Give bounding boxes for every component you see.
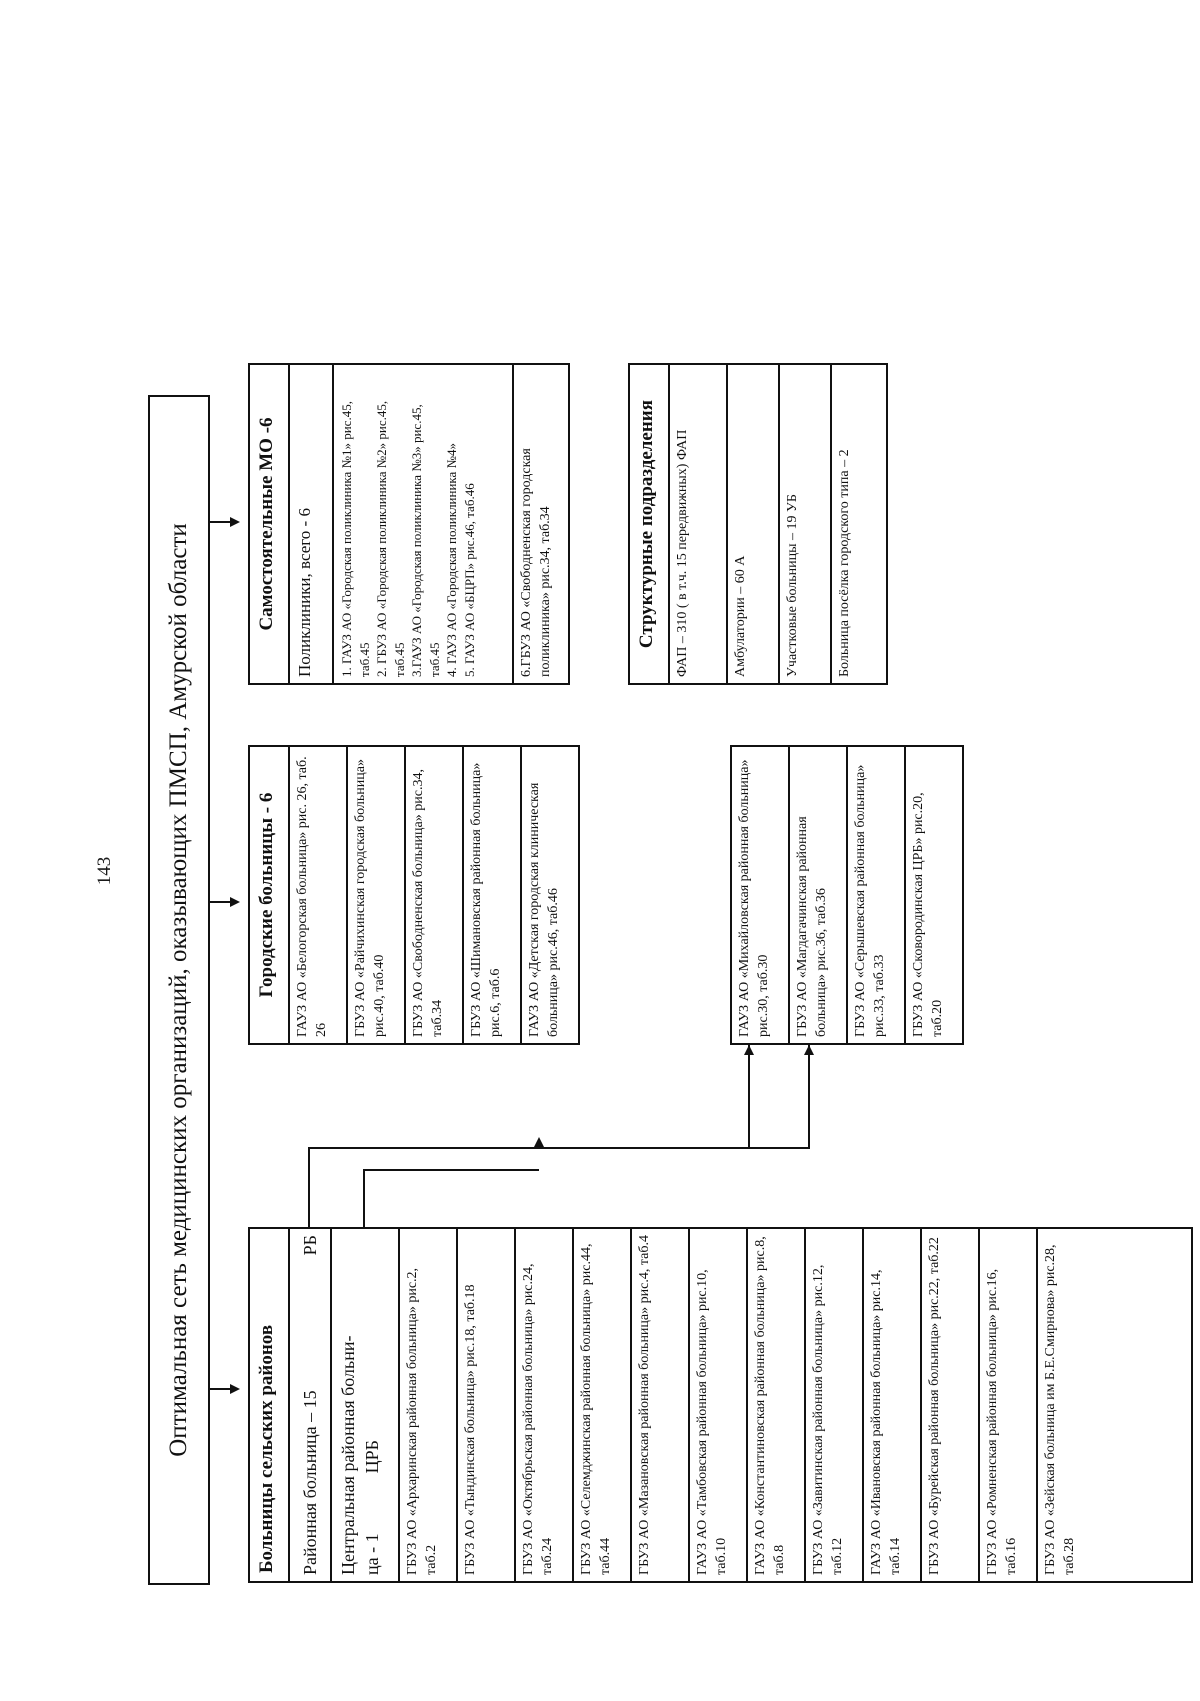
central-hospital-abbr: ЦРБ [362, 1440, 383, 1474]
crb-item: ГАУЗ АО «Михайловская районная больница» рис.30, таб.30 [732, 747, 790, 1043]
rural-item: ГБУЗ АО «Архаринская районная больница» рис.2, таб.2 [400, 1229, 458, 1581]
rural-item: ГБУЗ АО «Мазановская районная больница» рис.4, таб.4 [632, 1229, 690, 1581]
structural-item: Участковые больницы – 19 УБ [780, 365, 832, 683]
district-hospital-label: Районная больница – 15 [299, 1390, 320, 1575]
polyclinic-item-6: 6.ГБУЗ АО «Свободненская городская поликлиника» рис.34, таб.34 [519, 448, 553, 677]
connector-central-vertical [363, 1169, 539, 1171]
city-item: ГАУЗ АО «Белогорская больница» рис. 26, таб. 26 [290, 747, 348, 1043]
polyclinic-item: 2. ГБУЗ АО «Городская поликлиника №2» рис.45, таб.45 [374, 400, 407, 677]
arrowhead-crb-1 [534, 1137, 544, 1147]
page-number: 143 [94, 856, 115, 886]
rural-item: ГБУЗ АО «Октябрьская районная больница» рис.24, таб.24 [516, 1229, 574, 1581]
rural-item: ГАУЗ АО «Тамбовская районная больница» рис.10, таб.10 [690, 1229, 748, 1581]
arrowhead-crb-h2 [804, 1045, 814, 1055]
diagram-title: Оптимальная сеть медицинских организаций, оказывающих ПМСП, Амурской области [148, 395, 210, 1585]
arrow-independent [210, 521, 232, 523]
connector-crb-h1 [748, 1045, 750, 1149]
arrowhead-city [230, 897, 240, 907]
city-hospitals-column [248, 745, 580, 1045]
polyclinics-list [334, 365, 514, 683]
arrowhead-independent [230, 517, 240, 527]
rural-item: ГБУЗ АО «Зейская больница им Б.Е.Смирнова» рис.28, таб.28 [1043, 1244, 1077, 1575]
rural-item: ГБУЗ АО «Бурейская районная больница» рис.22, таб.22 [922, 1229, 980, 1581]
central-hospital-line1: Центральная районная больни- [338, 1335, 358, 1575]
structural-header: Структурные подразделения [630, 365, 670, 683]
connector-crb-feed [508, 1147, 808, 1149]
rural-item: ГБУЗ АО «Тындинская больница» рис.18, таб.18 [458, 1229, 516, 1581]
arrowhead-crb-h1 [744, 1045, 754, 1055]
rural-header: Больницы сельских районов [250, 1229, 290, 1581]
crb-item: ГБУЗ АО «Сковородинская ЦРБ» рис.20, таб.20 [911, 792, 945, 1037]
structural-units-column [628, 363, 888, 685]
rural-item: ГАУЗ АО «Константиновская районная больница» рис.8, таб.8 [748, 1229, 806, 1581]
city-item: ГБУЗ АО «Шимановская районная больница» рис.6, таб.6 [464, 747, 522, 1043]
polyclinic-item: 5. ГАУЗ АО «БЦРП» рис.46, таб.46 [461, 483, 477, 677]
connector-central [363, 1169, 365, 1227]
city-item: ГБУЗ АО «Свободненская больница» рис.34, таб.34 [406, 747, 464, 1043]
crb-item: ГБУЗ АО «Магдагачинская районная больница» рис.36, таб.36 [790, 747, 848, 1043]
independent-mo-column [248, 363, 570, 685]
structural-item: Больница посёлка городского типа – 2 [837, 449, 852, 677]
rural-list [400, 1229, 1096, 1581]
crb-column [730, 745, 964, 1045]
diagram-canvas [148, 355, 1108, 1585]
connector-crb-h2 [808, 1045, 810, 1149]
rural-item: ГБУЗ АО «Ромненская районная больница» рис.16, таб.16 [980, 1229, 1038, 1581]
city-header: Городские больницы - 6 [250, 747, 290, 1043]
city-item: ГАУЗ АО «Детская городская клиническая больница» рис.46, таб.46 [527, 782, 561, 1037]
polyclinics-subheader: Поликлиники, всего - 6 [290, 365, 334, 683]
crb-item: ГБУЗ АО «Серышевская районная больница» рис.33, таб.33 [848, 747, 906, 1043]
rural-item: ГБУЗ АО «Селемджинская районная больница» рис.44, таб.44 [574, 1229, 632, 1581]
structural-item: ФАП – 310 ( в т.ч. 15 передвижных) ФАП [670, 365, 728, 683]
city-item: ГБУЗ АО «Райчихинская городская больница» рис.40, таб.40 [348, 747, 406, 1043]
polyclinic-item: 4. ГАУЗ АО «Городская поликлиника №4» [444, 443, 460, 677]
rural-hospitals-column [248, 1227, 1193, 1583]
arrowhead-rural [230, 1384, 240, 1394]
polyclinic-item: 1. ГАУЗ АО «Городская поликлиника №1» рис.45, таб.45 [339, 401, 372, 677]
connector-district-vertical [308, 1147, 540, 1149]
district-hospital-abbr: РБ [299, 1235, 320, 1256]
central-hospital-line2: ца - 1 [362, 1533, 383, 1575]
connector-district [308, 1147, 310, 1227]
arrow-city [210, 901, 232, 903]
independent-header: Самостоятельные МО -6 [250, 365, 290, 683]
arrow-rural [210, 1388, 232, 1390]
central-hospital-cell [332, 1229, 400, 1581]
structural-item: Амбулатории – 60 А [728, 365, 780, 683]
polyclinic-item: 3.ГАУЗ АО «Городская поликлиника №3» рис.45, таб.45 [409, 404, 442, 677]
district-hospital-cell [290, 1229, 332, 1581]
rural-item: ГБУЗ АО «Завитинская районная больница» рис.12, таб.12 [806, 1229, 864, 1581]
rural-item: ГАУЗ АО «Ивановская районная больница» рис.14, таб.14 [864, 1229, 922, 1581]
